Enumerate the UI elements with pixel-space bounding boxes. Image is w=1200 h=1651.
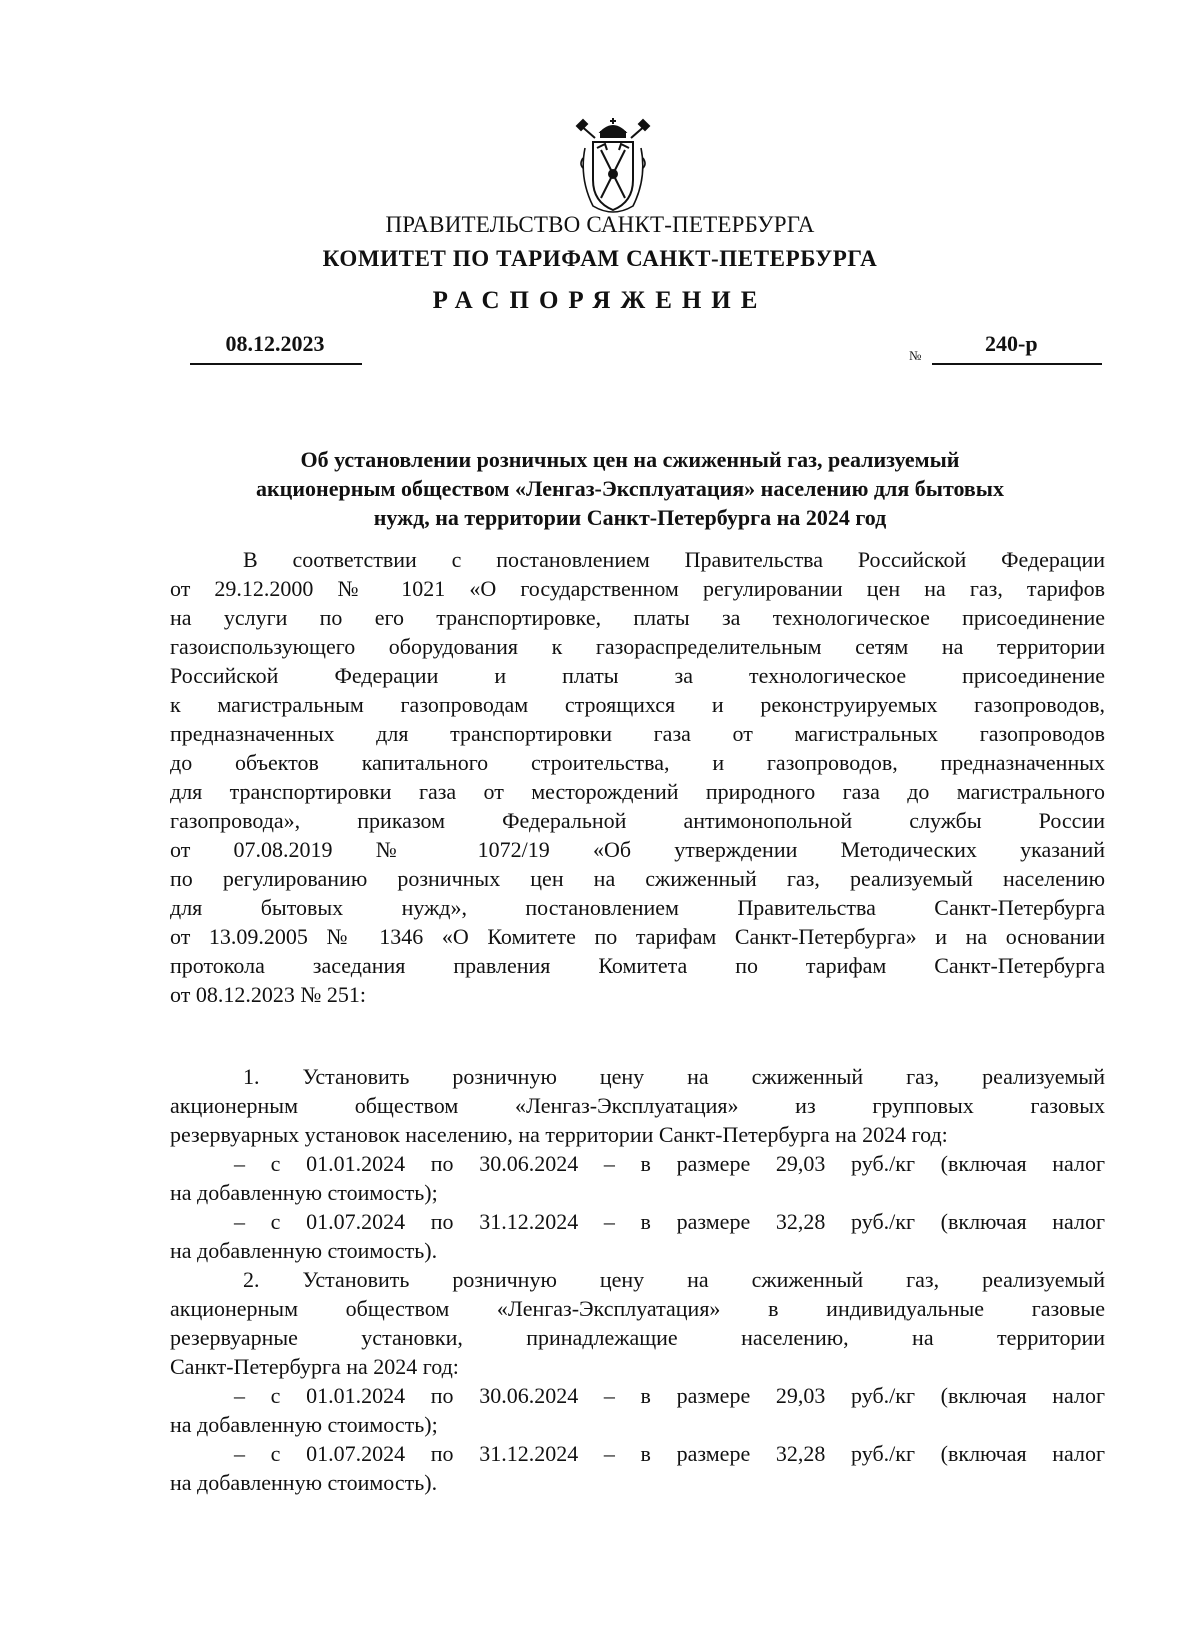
text-line: – с 01.01.2024 по 30.06.2024 – в размере 29,03 руб./кг (включая налог bbox=[234, 1383, 1105, 1408]
text-line: по регулированию розничных цен на сжиженный газ, реализуемый населению bbox=[170, 866, 1105, 891]
title-line: Об установлении розничных цен на сжиженный газ, реализуемый bbox=[300, 447, 960, 472]
text-line: резервуарных установок населению, на территории Санкт-Петербурга на 2024 год: bbox=[170, 1122, 948, 1147]
text-line: резервуарные установки, принадлежащие населению, на территории bbox=[170, 1325, 1105, 1350]
text-line: для транспортировки газа от месторождений природного газа до магистрального bbox=[170, 779, 1105, 804]
document-date: 08.12.2023 bbox=[225, 331, 325, 356]
title-line: нужд, на территории Санкт-Петербурга на 2024 год bbox=[373, 505, 887, 530]
text-line: от 08.12.2023 № 251: bbox=[170, 982, 366, 1007]
government-name: ПРАВИТЕЛЬСТВО САНКТ-ПЕТЕРБУРГА bbox=[385, 212, 815, 237]
document-type: РАСПОРЯЖЕНИЕ bbox=[432, 287, 768, 314]
preamble-paragraph bbox=[170, 545, 1105, 1009]
text-line: к магистральным газопроводам строящихся и реконструируемых газопроводов, bbox=[170, 692, 1105, 717]
item-1-paragraph bbox=[170, 1062, 1105, 1265]
number-underline bbox=[932, 363, 1102, 365]
text-line: предназначенных для транспортировки газа от магистральных газопроводов bbox=[170, 721, 1105, 746]
text-line: газоиспользующего оборудования к газораспределительным сетям на территории bbox=[170, 634, 1105, 659]
text-line: 2. Установить розничную цену на сжиженный газ, реализуемый bbox=[243, 1267, 1105, 1292]
text-line: газопровода», приказом Федеральной антимонопольной службы России bbox=[170, 808, 1105, 833]
text-line: на добавленную стоимость). bbox=[170, 1470, 438, 1495]
text-line: на добавленную стоимость); bbox=[170, 1412, 438, 1437]
committee-name: КОМИТЕТ ПО ТАРИФАМ САНКТ-ПЕТЕРБУРГА bbox=[322, 246, 878, 271]
title-line: акционерным обществом «Ленгаз-Эксплуатация» населению для бытовых bbox=[256, 476, 1004, 501]
document-title bbox=[180, 445, 1080, 532]
text-line: В соответствии с постановлением Правительства Российской Федерации bbox=[243, 547, 1105, 572]
text-line: – с 01.07.2024 по 31.12.2024 – в размере 32,28 руб./кг (включая налог bbox=[234, 1441, 1105, 1466]
text-line: от 07.08.2019 № 1072/19 «Об утверждении Методических указаний bbox=[170, 837, 1105, 862]
text-line: Санкт-Петербурга на 2024 год: bbox=[170, 1354, 459, 1379]
text-line: от 13.09.2005 № 1346 «О Комитете по тарифам Санкт-Петербурга» и на основании bbox=[170, 924, 1105, 949]
text-line: протокола заседания правления Комитета по тарифам Санкт-Петербурга bbox=[170, 953, 1105, 978]
text-line: на добавленную стоимость). bbox=[170, 1238, 438, 1263]
coat-of-arms-icon bbox=[571, 118, 655, 218]
text-line: – с 01.01.2024 по 30.06.2024 – в размере 29,03 руб./кг (включая налог bbox=[234, 1151, 1105, 1176]
text-line: от 29.12.2000 № 1021 «О государственном регулировании цен на газ, тарифов bbox=[170, 576, 1105, 601]
text-line: акционерным обществом «Ленгаз-Эксплуатация» в индивидуальные газовые bbox=[170, 1296, 1105, 1321]
text-line: – с 01.07.2024 по 31.12.2024 – в размере 32,28 руб./кг (включая налог bbox=[234, 1209, 1105, 1234]
date-underline bbox=[190, 363, 362, 365]
text-line: 1. Установить розничную цену на сжиженный газ, реализуемый bbox=[243, 1064, 1105, 1089]
text-line: акционерным обществом «Ленгаз-Эксплуатация» из групповых газовых bbox=[170, 1093, 1105, 1118]
text-line: на услуги по его транспортировке, платы за технологическое присоединение bbox=[170, 605, 1105, 630]
text-line: Российской Федерации и платы за технологическое присоединение bbox=[170, 663, 1105, 688]
text-line: для бытовых нужд», постановлением Правительства Санкт-Петербурга bbox=[170, 895, 1105, 920]
text-line: на добавленную стоимость); bbox=[170, 1180, 438, 1205]
document-number: 240-р bbox=[985, 331, 1038, 356]
number-sign: № bbox=[909, 348, 922, 363]
item-2-paragraph bbox=[170, 1265, 1105, 1497]
text-line: до объектов капитального строительства, и газопроводов, предназначенных bbox=[170, 750, 1105, 775]
